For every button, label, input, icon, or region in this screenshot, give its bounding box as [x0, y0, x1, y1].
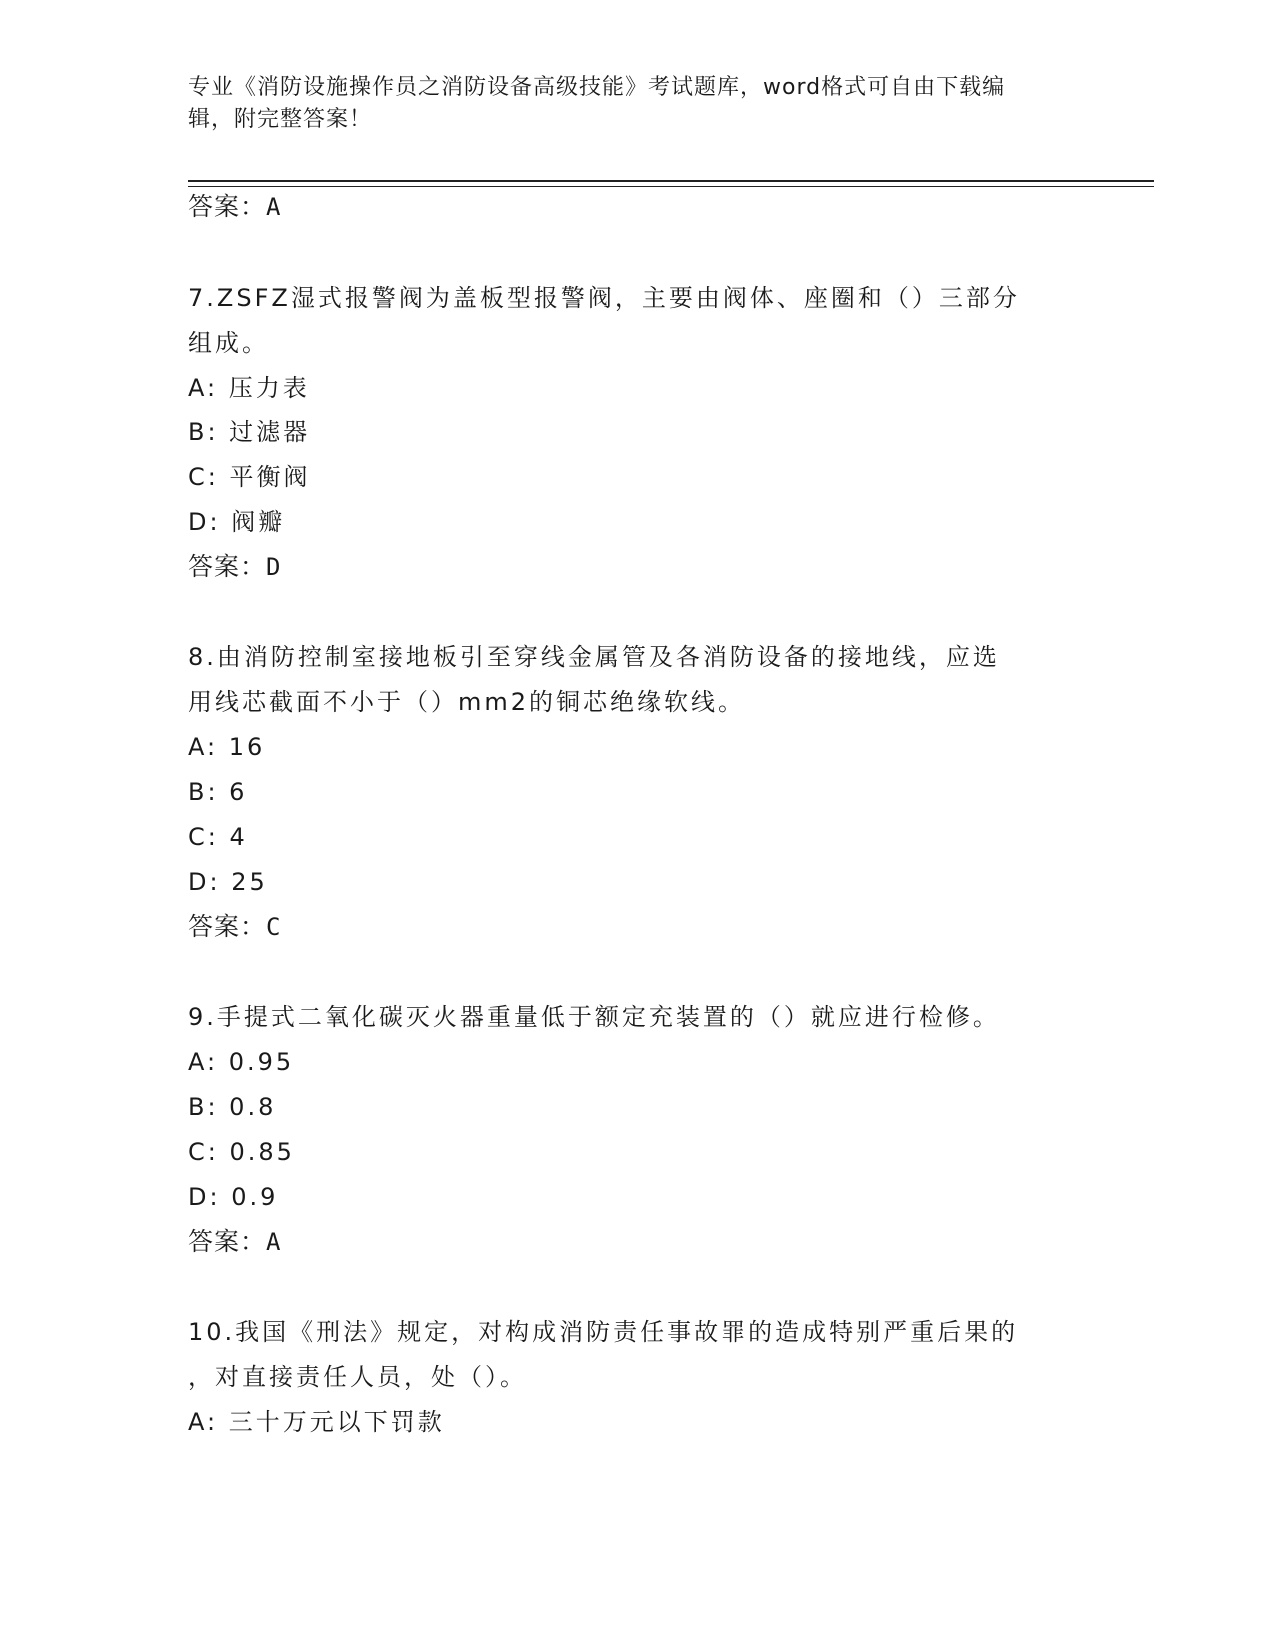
answer-label: 答案： — [188, 552, 267, 581]
answer-label: 答案： — [188, 1227, 267, 1256]
question-8-option-d: D: 25 — [188, 868, 268, 896]
answer-line — [188, 191, 281, 223]
question-7-line-1: 7.ZSFZ湿式报警阀为盖板型报警阀，主要由阀体、座圈和（）三部分 — [188, 284, 1020, 312]
question-9-option-c: C: 0.85 — [188, 1138, 295, 1166]
question-8-option-a: A: 16 — [188, 733, 266, 761]
answer-label: 答案： — [188, 912, 267, 941]
header-divider-thin — [188, 186, 1154, 187]
answer-label: 答案： — [188, 192, 267, 221]
answer-value: A — [266, 193, 282, 221]
question-9-answer — [188, 1226, 281, 1258]
question-8-line-2: 用线芯截面不小于（）mm2的铜芯绝缘软线。 — [188, 688, 746, 716]
question-7-answer — [188, 551, 281, 583]
question-9-line-1: 9.手提式二氧化碳灭火器重量低于额定充装置的（）就应进行检修。 — [188, 1003, 1000, 1031]
header-line-2: 辑，附完整答案！ — [188, 107, 373, 132]
question-8-option-b: B: 6 — [188, 778, 248, 806]
question-8-answer — [188, 911, 281, 943]
question-10-line-1: 10.我国《刑法》规定，对构成消防责任事故罪的造成特别严重后果的 — [188, 1318, 1019, 1346]
question-9-option-a: A: 0.95 — [188, 1048, 295, 1076]
question-7-line-2: 组成。 — [188, 329, 269, 357]
page-header — [188, 72, 1088, 136]
answer-value: A — [266, 1228, 282, 1256]
header-divider-thick — [188, 180, 1154, 182]
answer-value: C — [266, 913, 282, 941]
question-9-option-d: D: 0.9 — [188, 1183, 279, 1211]
question-10-option-a: A: 三十万元以下罚款 — [188, 1408, 445, 1436]
question-9-option-b: B: 0.8 — [188, 1093, 277, 1121]
question-7-option-a: A: 压力表 — [188, 374, 310, 402]
question-10-line-2: ，对直接责任人员，处（）。 — [188, 1363, 527, 1391]
question-7-option-d: D: 阀瓣 — [188, 508, 286, 536]
question-8-option-c: C: 4 — [188, 823, 248, 851]
question-7-option-c: C: 平衡阀 — [188, 463, 311, 491]
header-line-1: 专业《消防设施操作员之消防设备高级技能》考试题库，word格式可自由下载编 — [188, 75, 1006, 100]
question-7-option-b: B: 过滤器 — [188, 418, 311, 446]
question-8-line-1: 8.由消防控制室接地板引至穿线金属管及各消防设备的接地线，应选 — [188, 643, 1000, 671]
answer-value: D — [266, 553, 282, 581]
